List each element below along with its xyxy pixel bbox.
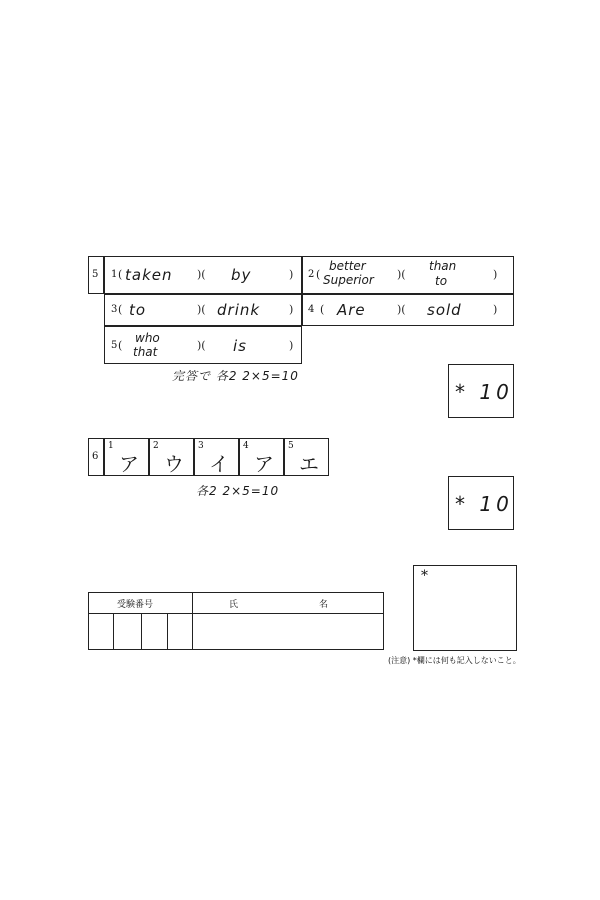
q5-number-cell bbox=[88, 256, 104, 294]
q5-item-3: 3 ( to )( drink ) bbox=[104, 294, 302, 326]
q5-item-5-answer-a2: that bbox=[133, 345, 158, 359]
q5-score: * 10 bbox=[455, 380, 513, 404]
header-divider bbox=[89, 613, 383, 614]
exam-digit-divider-3 bbox=[167, 613, 168, 649]
q6-score-box bbox=[448, 476, 514, 530]
q5-item-1-num: 1 bbox=[111, 269, 118, 280]
q6-cell-2: 2 ウ bbox=[149, 438, 194, 476]
q5-item-4-answer-b: sold bbox=[427, 301, 462, 319]
q5-number: 5 bbox=[92, 269, 99, 280]
total-score-mark: * bbox=[421, 568, 428, 584]
exam-digit-divider-1 bbox=[113, 613, 114, 649]
q6-answer-3: イ bbox=[209, 452, 229, 476]
q6-number-cell bbox=[88, 438, 104, 476]
q6-answer-5: エ bbox=[299, 452, 319, 476]
q5-item-5-answer-a1: who bbox=[135, 331, 160, 345]
q5-item-2-num: 2 bbox=[308, 269, 315, 280]
q6-cell-3: 3 イ bbox=[194, 438, 239, 476]
q5-item-4: 4 ( Are )( sold ) bbox=[302, 294, 514, 326]
q6-cell-5: 5 エ bbox=[284, 438, 329, 476]
q5-item-2-answer-a2: Superior bbox=[323, 273, 374, 287]
q5-item-3-num: 3 bbox=[111, 304, 118, 315]
q5-item-5: 5 ( who that )( is ) bbox=[104, 326, 302, 364]
exam-number-label: 受験番号 bbox=[117, 600, 154, 610]
q5-item-2-answer-a1: better bbox=[329, 259, 366, 273]
q6-number: 6 bbox=[92, 451, 99, 462]
q5-score-box bbox=[448, 364, 514, 418]
q5-item-5-num: 5 bbox=[111, 340, 118, 351]
name-label-2: 名 bbox=[319, 600, 329, 610]
q6-cell-1: 1 ア bbox=[104, 438, 149, 476]
q5-item-4-answer-a: Are bbox=[337, 301, 366, 319]
q6-scoring-note: 各2 2×5=10 bbox=[196, 484, 280, 498]
q6-cell-4: 4 ア bbox=[239, 438, 284, 476]
q5-item-3-answer-b: drink bbox=[217, 301, 261, 319]
q5-item-4-num: 4 bbox=[308, 304, 315, 315]
q5-item-2: 2 ( better Superior )( than to ) bbox=[302, 256, 514, 294]
q5-item-1-answer-b: by bbox=[231, 266, 252, 284]
q5-scoring-note: 完答で 各2 2×5=10 bbox=[172, 369, 299, 383]
candidate-table bbox=[88, 592, 384, 650]
q5-item-2-answer-b1: than bbox=[429, 259, 457, 273]
q5-item-2-answer-b2: to bbox=[435, 274, 448, 288]
q5-item-1-answer-a: taken bbox=[125, 266, 173, 284]
total-score-box bbox=[413, 565, 517, 651]
q5-item-5-answer-b: is bbox=[233, 337, 247, 355]
q5-item-1: 1 ( taken )( by ) bbox=[104, 256, 302, 294]
q6-answer-1: ア bbox=[119, 452, 139, 476]
q6-answer-2: ウ bbox=[164, 452, 184, 476]
name-label-1: 氏 bbox=[229, 600, 239, 610]
q5-item-3-answer-a: to bbox=[129, 301, 147, 319]
caution-note: (注意) *欄には何も記入しないこと。 bbox=[388, 656, 521, 665]
exam-digit-divider-2 bbox=[141, 613, 142, 649]
q6-score: * 10 bbox=[455, 492, 513, 516]
column-divider bbox=[192, 593, 193, 649]
q6-answer-4: ア bbox=[254, 452, 274, 476]
